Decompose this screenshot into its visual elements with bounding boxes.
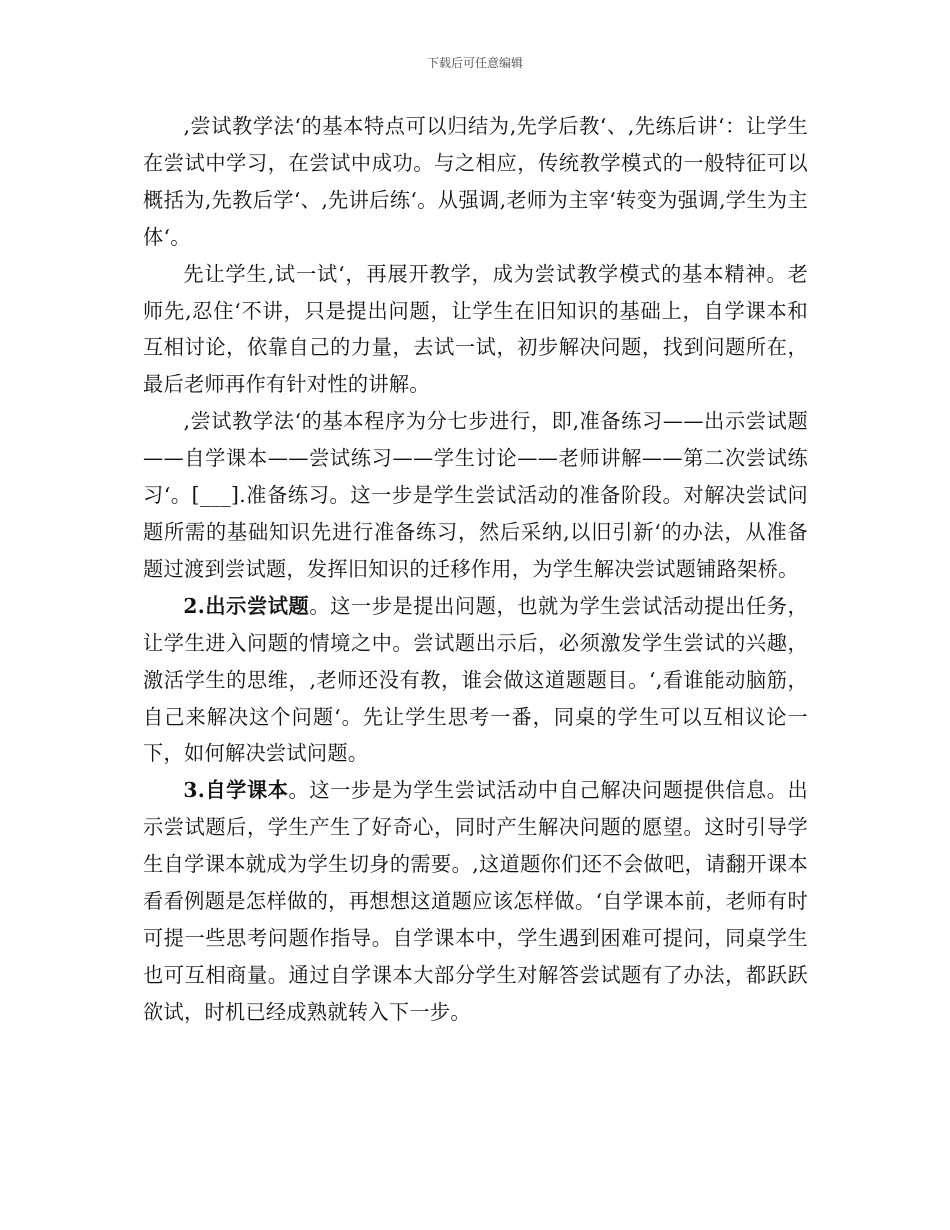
- paragraph-text: ‚尝试教学法‘的基本程序为分七步进行，即‚准备练习——出示尝试题——自学课本——尝试练习——学生讨论——老师讲解——第二次尝试练习‘。[___].准备练习。这一步是学生尝试活动的准备阶段。对解决尝试问题所需的基础知识先进行准备练习，然后采纳‚以旧引新‘的办法，从准备题过渡到尝试题，发挥旧知识的迁移作用，为学生解决尝试题铺路架桥。: [143, 409, 808, 581]
- paragraph-text: 。这一步是提出问题，也就为学生尝试活动提出任务，让学生进入问题的情境之中。尝试题出示后，必须激发学生尝试的兴趣，激活学生的思维，‚老师还没有教，谁会做这道题题目。‘‚看谁能动脑筋，自己来解决这个问题‘。先让学生思考一番，同桌的学生可以互相议论一下，如何解决尝试问题。: [143, 593, 808, 766]
- paragraph-text: 。这一步是为学生尝试活动中自己解决问题提供信息。出示尝试题后，学生产生了好奇心，同时产生解决问题的愿望。这时引导学生自学课本就成为学生切身的需要。‚这道题你们还不会做吧，请翻开课本看看例题是怎样做的，再想想这道题应该怎样做。‘自学课本前，老师有时可提一些思考问题作指导。自学课本中，学生遇到困难可提问，同桌学生也可互相商量。通过自学课本大部分学生对解答尝试题有了办法，都跃跃欲试，时机已经成熟就转入下一步。: [143, 778, 808, 1024]
- paragraph-text: ‚尝试教学法‘的基本特点可以归结为‚先学后教‘、‚先练后讲‘：让学生在尝试中学习，在尝试中成功。与之相应，传统教学模式的一般特征可以概括为‚先教后学‘、‚先讲后练‘。从强调‚老师为主宰‘转变为强调‚学生为主体‘。: [143, 114, 808, 249]
- paragraph-basic-spirit: [143, 256, 808, 404]
- step-2-heading: 2.出示尝试题: [183, 593, 310, 618]
- paragraph-step-3: [143, 772, 808, 1030]
- paragraph-basic-features: [143, 108, 808, 256]
- page-header: 下载后可任意编辑: [426, 56, 523, 70]
- document-body: [143, 108, 808, 1031]
- paragraph-text: 先让学生‚试一试‘，再展开教学，成为尝试教学模式的基本精神。老师先‚忍住‘不讲，只是提出问题，让学生在旧知识的基础上，自学课本和互相讨论，依靠自己的力量，去试一试，初步解决问题，找到问题所在，最后老师再作有针对性的讲解。: [143, 261, 808, 397]
- step-3-heading: 3.自学课本: [183, 778, 289, 803]
- paragraph-step-2: [143, 588, 808, 773]
- paragraph-procedure: [143, 403, 808, 588]
